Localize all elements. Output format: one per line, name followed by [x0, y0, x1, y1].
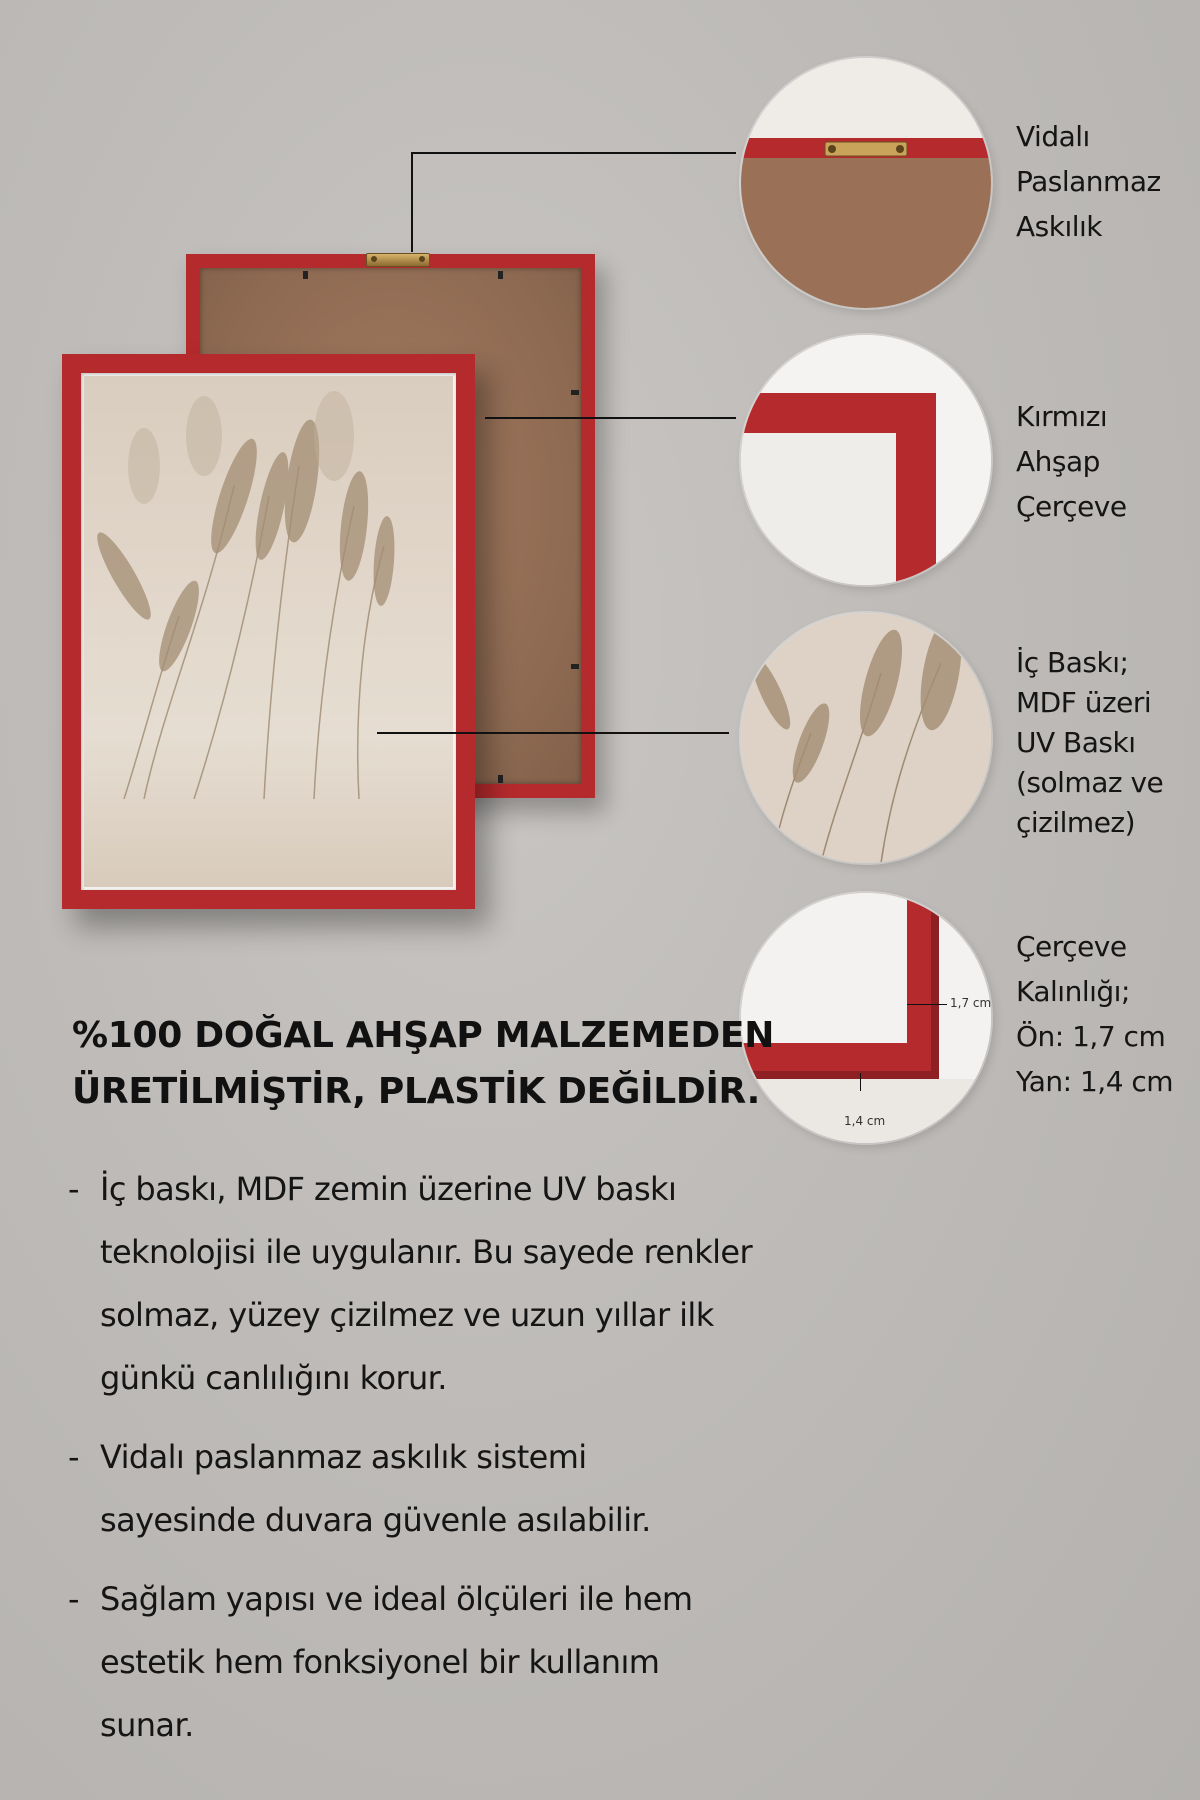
bullet-item — [64, 1568, 804, 1757]
feature-label-line: Yan: 1,4 cm — [1016, 1065, 1174, 1098]
clip — [498, 271, 503, 279]
feature-label-line: Kırmızı — [1016, 400, 1108, 433]
front-frame-image — [62, 354, 475, 909]
feature-label-line: Çerçeve — [1016, 930, 1127, 963]
bullet-marker: - — [68, 1580, 79, 1618]
reed-grass-illustration — [84, 376, 409, 799]
bullet-marker: - — [68, 1438, 79, 1476]
connector-line — [377, 732, 729, 734]
clip — [498, 775, 503, 783]
reed-print — [84, 376, 453, 887]
feature-label-line: UV Baskı — [1016, 726, 1136, 759]
bullet-line: sunar. — [100, 1706, 194, 1744]
dimension-line-side — [860, 1073, 861, 1091]
feature-label-line: Askılık — [1016, 210, 1103, 243]
feature-label-line: Çerçeve — [1016, 490, 1127, 523]
feature-label-hanger — [1016, 114, 1161, 249]
bullet-line: teknolojisi ile uygulanır. Bu sayede renkler — [100, 1233, 753, 1271]
bullet-line: İç baskı, MDF zemin üzerine UV baskı — [100, 1170, 677, 1208]
print-detail-circle — [741, 613, 991, 863]
bullet-line: sayesinde duvara güvenle asılabilir. — [100, 1501, 651, 1539]
clip — [571, 390, 579, 395]
feature-label-line: Ahşap — [1016, 445, 1100, 478]
feature-label-line: Vidalı — [1016, 120, 1090, 153]
bullet-list — [64, 1158, 804, 1773]
headline — [72, 1008, 792, 1120]
connector-line — [411, 152, 413, 252]
connector-line — [411, 152, 736, 154]
dimension-front-label: 1,7 cm — [950, 996, 992, 1010]
bullet-line: estetik hem fonksiyonel bir kullanım — [100, 1643, 660, 1681]
feature-label-line: MDF üzeri — [1016, 686, 1152, 719]
bullet-line: Sağlam yapısı ve ideal ölçüleri ile hem — [100, 1580, 693, 1618]
feature-label-line: Kalınlığı; — [1016, 975, 1130, 1008]
bullet-marker: - — [68, 1170, 79, 1208]
feature-label-print — [1016, 643, 1163, 843]
bullet-line: solmaz, yüzey çizilmez ve uzun yıllar ilk — [100, 1296, 714, 1334]
clip — [303, 271, 308, 279]
hanger-icon — [366, 253, 430, 267]
feature-label-line: çizilmez) — [1016, 806, 1136, 839]
feature-label-line: İç Baskı; — [1016, 646, 1129, 679]
frame-corner-circle — [741, 335, 991, 585]
feature-label-line: Ön: 1,7 cm — [1016, 1020, 1166, 1053]
bullet-line: günkü canlılığını korur. — [100, 1359, 447, 1397]
connector-line — [485, 417, 736, 419]
dimension-side-label: 1,4 cm — [844, 1114, 886, 1128]
dimension-line-front — [907, 1004, 947, 1005]
bullet-item — [64, 1426, 804, 1552]
feature-label-frame — [1016, 394, 1127, 529]
feature-label-thickness — [1016, 924, 1173, 1104]
headline-line: ÜRETİLMİŞTİR, PLASTİK DEĞİLDİR. — [72, 1071, 761, 1112]
feature-label-line: (solmaz ve — [1016, 766, 1164, 799]
feature-label-line: Paslanmaz — [1016, 165, 1161, 198]
headline-line: %100 DOĞAL AHŞAP MALZEMEDEN — [72, 1015, 775, 1056]
bullet-item — [64, 1158, 804, 1410]
clip — [571, 664, 579, 669]
hanger-detail-circle — [741, 58, 991, 308]
bullet-line: Vidalı paslanmaz askılık sistemi — [100, 1438, 587, 1476]
